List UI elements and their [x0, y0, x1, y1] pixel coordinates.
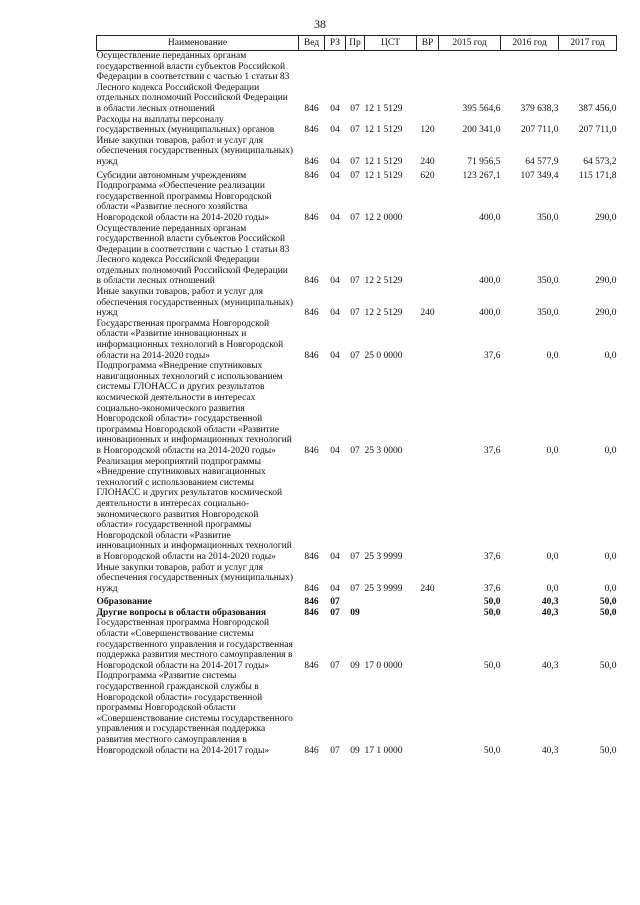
row-value-2017: 0,0 — [604, 350, 617, 361]
row-value-2015: 50,0 — [483, 660, 501, 671]
row-value-2016: 40,3 — [541, 607, 559, 618]
row-ved: 846 — [304, 607, 319, 618]
row-name: Осуществление переданных органам государственной власти субъектов Российской Федерации в соответствии с частью 1 статьи 83 Лесного кодекса Российской Федерации отдельных полномочий Российской Федерации в области лесных отношений — [96, 223, 290, 287]
row-value-2015: 123 267,1 — [462, 170, 501, 181]
table-header-row — [97, 36, 617, 51]
row-ved: 846 — [304, 156, 319, 167]
row-rz: 04 — [330, 583, 340, 594]
row-vr — [417, 457, 439, 563]
row-ved: 846 — [304, 170, 319, 181]
table-row — [97, 457, 617, 563]
row-name: Государственная программа Новгородской области «Развитие инновационных и информационных технологий в Новгородской области на 2014-2020 годы» — [96, 318, 284, 361]
row-pr: 07 — [350, 276, 360, 287]
row-cst: 25 3 9999 — [364, 551, 403, 562]
row-value-2016: 107 349,4 — [520, 170, 559, 181]
table-row — [97, 287, 617, 319]
table-row — [97, 594, 617, 608]
row-pr: 07 — [350, 445, 360, 456]
row-pr: 07 — [350, 170, 360, 181]
row-vr — [417, 608, 439, 619]
row-rz: 04 — [330, 350, 340, 361]
row-value-2016: 64 577,9 — [525, 156, 559, 167]
row-value-2017: 50,0 — [599, 607, 617, 618]
row-value-2016: 350,0 — [537, 212, 559, 223]
row-value-2015: 50,0 — [483, 745, 501, 756]
row-name: Расходы на выплаты персоналу государственных (муниципальных) органов — [96, 114, 275, 136]
row-cst: 25 3 9999 — [364, 583, 403, 594]
row-rz: 07 — [330, 745, 340, 756]
header-ved: Вед — [299, 36, 325, 51]
row-value-2015: 400,0 — [479, 212, 501, 223]
row-value-2015: 395 564,6 — [462, 103, 501, 114]
row-pr: 07 — [350, 350, 360, 361]
row-ved: 846 — [304, 103, 319, 114]
row-cst: 25 0 0000 — [364, 350, 403, 361]
row-ved: 846 — [304, 597, 319, 608]
row-ved: 846 — [304, 308, 319, 319]
row-value-2017: 50,0 — [599, 597, 617, 608]
row-cst: 12 2 0000 — [364, 212, 403, 223]
row-value-2015: 50,0 — [483, 597, 501, 608]
header-rz: РЗ — [325, 36, 346, 51]
row-name: Субсидии автономным учреждениям — [96, 170, 247, 181]
row-ved: 846 — [304, 125, 319, 136]
header-cst: ЦСТ — [365, 36, 417, 51]
row-value-2017: 290,0 — [595, 276, 617, 287]
row-cst — [365, 594, 417, 608]
row-cst: 17 1 0000 — [364, 745, 403, 756]
row-value-2016: 350,0 — [537, 308, 559, 319]
row-ved: 846 — [304, 745, 319, 756]
row-vr — [417, 618, 439, 671]
row-value-2016: 0,0 — [546, 445, 559, 456]
row-rz: 04 — [330, 170, 340, 181]
row-pr: 09 — [350, 660, 360, 671]
row-ved: 846 — [304, 276, 319, 287]
header-vr: ВР — [417, 36, 439, 51]
row-value-2017: 0,0 — [604, 445, 617, 456]
row-vr — [417, 319, 439, 361]
row-pr: 09 — [350, 745, 360, 756]
row-cst: 12 1 5129 — [364, 125, 403, 136]
row-rz: 04 — [330, 125, 340, 136]
row-cst: 12 2 5129 — [364, 276, 403, 287]
row-value-2017: 0,0 — [604, 551, 617, 562]
page-number: 38 — [314, 17, 326, 31]
row-vr: 240 — [420, 308, 435, 319]
row-value-2016: 0,0 — [546, 551, 559, 562]
row-value-2016: 0,0 — [546, 350, 559, 361]
row-ved: 846 — [304, 660, 319, 671]
row-vr — [417, 224, 439, 288]
row-value-2016: 40,3 — [541, 745, 559, 756]
row-value-2015: 71 956,5 — [467, 156, 501, 167]
row-name: Образование — [96, 597, 152, 608]
row-value-2015: 400,0 — [479, 276, 501, 287]
row-name: Государственная программа Новгородской области «Совершенствование системы государственного управления и государственная поддержка развития местного самоуправления в Новгородской области на 2014-2017 годы» — [96, 618, 293, 671]
row-name: Иные закупки товаров, работ и услуг для обеспечения государственных (муниципальных) нужд — [96, 562, 294, 594]
table-row — [97, 51, 617, 115]
row-rz: 04 — [330, 551, 340, 562]
row-rz: 07 — [330, 660, 340, 671]
row-pr: 07 — [350, 583, 360, 594]
header-2015: 2015 год — [439, 36, 501, 51]
row-value-2017: 64 573,2 — [583, 156, 617, 167]
row-value-2017: 290,0 — [595, 308, 617, 319]
row-value-2017: 207 711,0 — [578, 125, 617, 136]
row-rz: 07 — [330, 607, 340, 618]
row-vr: 620 — [420, 170, 435, 181]
header-name: Наименование — [97, 36, 299, 51]
row-rz: 04 — [330, 212, 340, 223]
row-value-2015: 37,6 — [483, 583, 501, 594]
row-name: Иные закупки товаров, работ и услуг для обеспечения государственных (муниципальных) нужд — [96, 135, 294, 167]
row-value-2017: 50,0 — [599, 660, 617, 671]
row-value-2017: 290,0 — [595, 212, 617, 223]
row-pr: 07 — [350, 103, 360, 114]
row-rz: 04 — [330, 445, 340, 456]
row-value-2016: 350,0 — [537, 276, 559, 287]
row-pr: 07 — [350, 156, 360, 167]
row-cst: 17 0 0000 — [364, 660, 403, 671]
row-name: Подпрограмма «Развитие системы государственной гражданской службы в Новгородской области» государственной программы Новгородской области «Совершенствование системы государственного управления и государственная поддержка развития местного самоуправления в Новгородской области на 2014-2017 годы» — [96, 671, 293, 756]
table-row — [97, 181, 617, 223]
row-vr — [417, 361, 439, 456]
row-vr — [417, 181, 439, 223]
row-name: Реализация мероприятий подпрограммы «Внедрение спутниковых навигационных технологий с использованием системы ГЛОНАСС и других результатов космической деятельности в интересах социально-экономического развития Новгородской области» государственной программы Новгородской области «Развитие инновационных и информационных технологий в Новгородской области на 2014-2020 годы» — [96, 456, 292, 562]
header-pr: Пр — [346, 36, 365, 51]
row-value-2016: 40,3 — [541, 660, 559, 671]
header-2016: 2016 год — [501, 36, 559, 51]
budget-table — [96, 35, 617, 756]
row-pr: 07 — [350, 125, 360, 136]
row-value-2017: 50,0 — [599, 745, 617, 756]
table-row — [97, 361, 617, 456]
row-value-2015: 37,6 — [483, 445, 501, 456]
table-row — [97, 618, 617, 671]
table-row — [97, 224, 617, 288]
row-ved: 846 — [304, 583, 319, 594]
row-vr: 240 — [420, 583, 435, 594]
row-value-2015: 37,6 — [483, 350, 501, 361]
row-pr: 07 — [350, 308, 360, 319]
row-pr: 09 — [350, 607, 360, 618]
header-2017: 2017 год — [559, 36, 617, 51]
row-ved: 846 — [304, 445, 319, 456]
row-value-2015: 400,0 — [479, 308, 501, 319]
row-rz: 04 — [330, 156, 340, 167]
row-name: Осуществление переданных органам государственной власти субъектов Российской Федерации в соответствии с частью 1 статьи 83 Лесного кодекса Российской Федерации отдельных полномочий Российской Федерации в области лесных отношений — [96, 51, 290, 114]
row-vr — [417, 51, 439, 115]
row-value-2016: 0,0 — [546, 583, 559, 594]
table-row — [97, 168, 617, 182]
row-vr: 240 — [420, 156, 435, 167]
row-rz: 04 — [330, 103, 340, 114]
row-value-2017: 0,0 — [604, 583, 617, 594]
row-value-2016: 207 711,0 — [520, 125, 559, 136]
row-pr: 07 — [350, 212, 360, 223]
row-cst: 12 1 5129 — [364, 103, 403, 114]
row-vr: 120 — [420, 125, 435, 136]
row-pr: 07 — [350, 551, 360, 562]
row-pr — [346, 594, 365, 608]
row-name: Другие вопросы в области образования — [96, 607, 267, 618]
row-value-2016: 40,3 — [541, 597, 559, 608]
row-ved: 846 — [304, 212, 319, 223]
table-row — [97, 319, 617, 361]
table-row — [97, 671, 617, 756]
row-cst: 25 3 0000 — [364, 445, 403, 456]
row-value-2016: 379 638,3 — [520, 103, 559, 114]
row-vr — [417, 671, 439, 756]
row-value-2015: 200 341,0 — [462, 125, 501, 136]
row-cst: 12 1 5129 — [364, 170, 403, 181]
row-value-2015: 37,6 — [483, 551, 501, 562]
row-cst: 12 2 5129 — [364, 308, 403, 319]
table-row — [97, 608, 617, 619]
table-row — [97, 115, 617, 136]
row-cst — [365, 608, 417, 619]
row-ved: 846 — [304, 551, 319, 562]
row-cst: 12 1 5129 — [364, 156, 403, 167]
row-value-2017: 115 171,8 — [578, 170, 617, 181]
row-name: Подпрограмма «Обеспечение реализации государственной программы Новгородской области «Развитие лесного хозяйства Новгородской области на 2014-2020 годы» — [96, 181, 272, 223]
row-vr — [417, 594, 439, 608]
row-ved: 846 — [304, 350, 319, 361]
row-value-2015: 50,0 — [483, 607, 501, 618]
row-value-2017: 387 456,0 — [578, 103, 617, 114]
row-name: Иные закупки товаров, работ и услуг для обеспечения государственных (муниципальных) нужд — [96, 287, 294, 319]
row-name: Подпрограмма «Внедрение спутниковых навигационных технологий с использованием системы ГЛОНАСС и других результатов космической деятельности в интересах социально-экономического развития Новгородской области» государственной программы Новгородской области «Развитие инновационных и информационных технологий в Новгородской области на 2014-2020 годы» — [96, 361, 292, 456]
table-row — [97, 563, 617, 595]
row-rz: 04 — [330, 276, 340, 287]
row-rz: 04 — [330, 308, 340, 319]
table-row — [97, 136, 617, 168]
row-rz: 07 — [330, 597, 340, 608]
